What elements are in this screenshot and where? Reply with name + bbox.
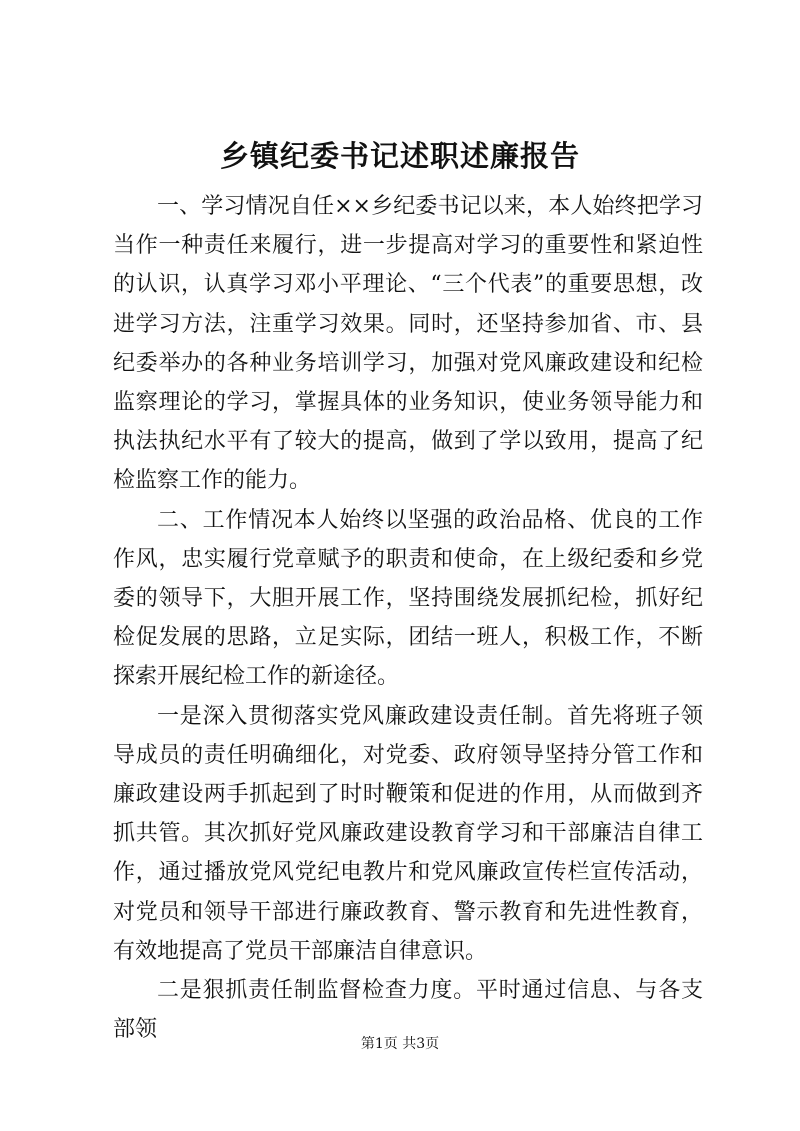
paragraph-responsibility: 一是深入贯彻落实党风廉政建设责任制。首先将班子领导成员的责任明确细化，对党委、政府领导坚持分管工作和廉政建设两手抓起到了时时鞭策和促进的作用，从而做到齐抓共管。其次抓好党风廉政建设教育学习和干部廉洁自律工作，通过播放党风党纪电教片和党风廉政宣传栏宣传活动，对党员和领导干部进行廉政教育、警示教育和先进性教育，有效地提高了党员干部廉洁自律意识。 [113, 703, 703, 964]
paragraph-work: 二、工作情况本人始终以坚强的政治品格、优良的工作作风，忠实履行党章赋予的职责和使命，在上级纪委和乡党委的领导下，大胆开展工作，坚持围绕发展抓纪检，抓好纪检促发展的思路，立足实际，团结一班人，积极工作，不断探索开展纪检工作的新途径。 [113, 507, 703, 690]
document-body [113, 187, 703, 1049]
paragraph-study: 一、学习情况自任××乡纪委书记以来，本人始终把学习当作一种责任来履行，进一步提高对学习的重要性和紧迫性的认识，认真学习邓小平理论、“三个代表”的重要思想，改进学习方法，注重学习效果。同时，还坚持参加省、市、县纪委举办的各种业务培训学习，加强对党风廉政建设和纪检监察理论的学习，掌握具体的业务知识，使业务领导能力和执法执纪水平有了较大的提高，做到了学以致用，提高了纪检监察工作的能力。 [113, 194, 703, 494]
paragraph-supervision: 二是狠抓责任制监督检查力度。平时通过信息、与各支部领 [113, 978, 703, 1043]
document-title: 乡镇纪委书记述职述廉报告 [219, 139, 580, 173]
page-footer: 第1页 共3页 [360, 1036, 440, 1052]
